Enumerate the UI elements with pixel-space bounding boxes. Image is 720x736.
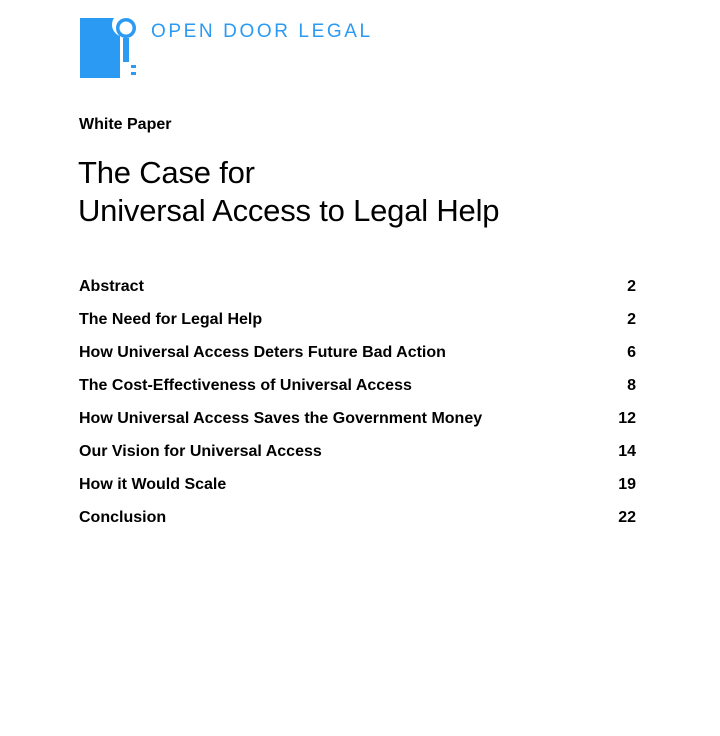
- document-kicker: White Paper: [79, 116, 172, 133]
- toc-entry-title: How it Would Scale: [79, 475, 227, 493]
- toc-entry-page: 12: [618, 409, 636, 427]
- toc-entry-title: Abstract: [79, 277, 144, 295]
- toc-entry-title: Our Vision for Universal Access: [79, 442, 322, 460]
- toc-entry-need-for-legal-help[interactable]: [79, 303, 636, 336]
- toc-entry-page: 2: [627, 310, 636, 328]
- document-title: [78, 154, 499, 230]
- brand-name: OPEN DOOR LEGAL: [151, 21, 373, 42]
- toc-entry-page: 22: [618, 508, 636, 526]
- document-title-line-2: Universal Access to Legal Help: [78, 193, 500, 228]
- door-keyhole-icon: [80, 18, 140, 78]
- toc-entry-page: 2: [627, 277, 636, 295]
- toc-entry-title: How Universal Access Deters Future Bad Action: [79, 343, 446, 361]
- toc-entry-page: 8: [627, 376, 636, 394]
- toc-entry-abstract[interactable]: [79, 270, 636, 303]
- toc-entry-title: The Cost-Effectiveness of Universal Access: [79, 376, 412, 394]
- toc-entry-how-it-would-scale[interactable]: [79, 468, 636, 501]
- toc-entry-page: 14: [618, 442, 636, 460]
- toc-entry-title: Conclusion: [79, 508, 167, 526]
- toc-entry-page: 6: [627, 343, 636, 361]
- toc-entry-title: The Need for Legal Help: [79, 310, 263, 328]
- toc-entry-deters-bad-action[interactable]: [79, 336, 636, 369]
- toc-entry-page: 19: [618, 475, 636, 493]
- toc-entry-cost-effectiveness[interactable]: [79, 369, 636, 402]
- toc-entry-title: How Universal Access Saves the Government Money: [79, 409, 483, 427]
- toc-entry-our-vision[interactable]: [79, 435, 636, 468]
- brand-logo: [80, 18, 373, 78]
- table-of-contents: [79, 270, 636, 534]
- toc-entry-saves-government-money[interactable]: [79, 402, 636, 435]
- toc-entry-conclusion[interactable]: [79, 501, 636, 534]
- document-title-line-1: The Case for: [78, 155, 255, 190]
